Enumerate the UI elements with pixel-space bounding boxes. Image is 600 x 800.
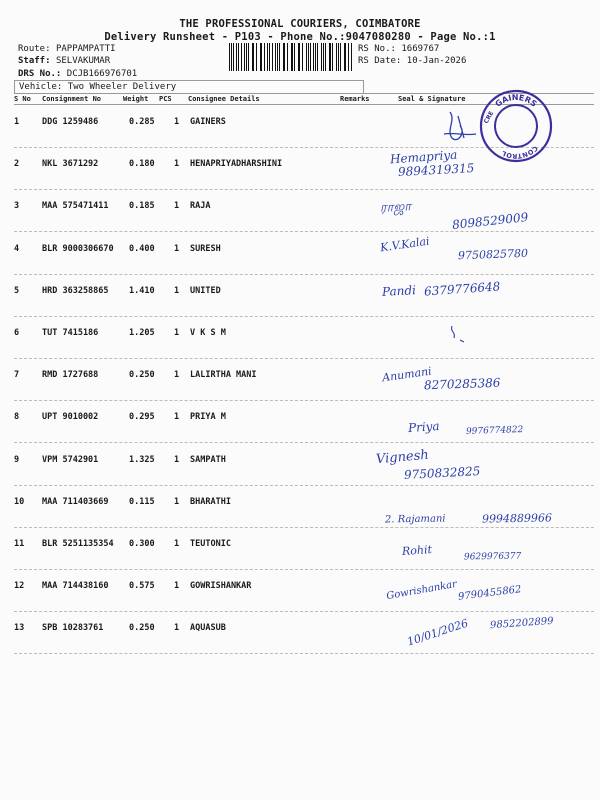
cell-consignee: AQUASUB [190, 623, 226, 634]
barcode-bar [348, 43, 349, 71]
route-value: PAPPAMPATTI [55, 44, 116, 54]
barcode-bar [283, 43, 284, 71]
stamp-bottom-text: CONTROL [500, 144, 540, 161]
col-header-remarks: Remarks [340, 95, 370, 103]
cell-consignment: UPT 9010002 [42, 412, 99, 423]
cell-weight: 0.180 [129, 159, 155, 170]
cell-weight: 0.575 [129, 581, 155, 592]
barcode-bar [294, 43, 295, 71]
sig-13-date: 10/01/2026 [405, 616, 470, 649]
cell-pcs: 1 [174, 201, 180, 212]
signature-row-6 [446, 322, 470, 346]
sig-12-name: Gowrishankar [385, 578, 458, 603]
cell-pcs: 1 [174, 159, 180, 170]
cell-consignment: DDG 1259486 [42, 117, 99, 127]
cell-sno: 9 [14, 454, 20, 465]
sig-12-phone: 9790455862 [457, 584, 523, 603]
cell-consignee: GAINERS [190, 117, 226, 127]
cell-weight: 1.410 [129, 285, 155, 296]
cell-pcs: 1 [174, 328, 180, 338]
runsheet-title: Delivery Runsheet - P103 - Phone No.:9047080280 - Page No.:1 [104, 31, 496, 43]
vehicle-value: Two Wheeler Delivery [67, 82, 177, 92]
sig-13-phone: 9852202899 [489, 615, 554, 632]
cell-weight: 0.250 [129, 623, 155, 634]
rs-date-line [358, 56, 466, 66]
sig-5-phone: 6379776648 [423, 279, 501, 299]
sig-7-phone: 8270285386 [423, 375, 501, 393]
barcode-bar [229, 43, 230, 71]
drs-line [18, 69, 137, 79]
cell-pcs: 1 [174, 117, 180, 127]
rs-no-label: RS No.: [358, 44, 396, 54]
sig-8-name: Priya [407, 418, 441, 436]
cell-consignee: GOWRISHANKAR [190, 581, 252, 592]
rs-no-line [358, 44, 439, 54]
cell-weight: 1.205 [129, 328, 155, 338]
cell-weight: 1.325 [129, 454, 155, 465]
cell-pcs: 1 [174, 285, 180, 296]
col-header-sno: S No [14, 95, 31, 103]
drs-value: DCJB166976701 [66, 69, 138, 79]
vehicle-line [14, 80, 364, 93]
cell-consignee: PRIYA M [190, 412, 226, 423]
staff-line [18, 56, 110, 66]
col-header-consignee: Consignee Details [188, 95, 260, 103]
sig-2-name: Hemapriya [389, 147, 458, 167]
sig-3-name: ராஜா [379, 199, 412, 216]
table-row [14, 611, 594, 654]
signature-row-1 [442, 108, 482, 144]
gainers-stamp [478, 88, 554, 164]
company-title: THE PROFESSIONAL COURIERS, COIMBATORE [179, 18, 421, 30]
cell-pcs: 1 [174, 243, 180, 254]
cell-consignment: RMD 1727688 [42, 370, 99, 381]
cell-consignment: MAA 575471411 [42, 201, 109, 212]
cell-consignment: BLR 9000306670 [42, 243, 114, 254]
rs-date-value: 10-Jan-2026 [406, 56, 467, 66]
table-row [14, 274, 594, 317]
cell-pcs: 1 [174, 539, 180, 549]
cell-consignment: MAA 711403669 [42, 496, 109, 507]
col-header-consignment: Consignment No [42, 95, 102, 103]
cell-sno: 3 [14, 201, 20, 212]
col-header-weight: Weight [123, 95, 149, 103]
cell-consignment: TUT 7415186 [42, 328, 99, 338]
cell-consignee: V K S M [190, 328, 226, 338]
barcode-bar [267, 43, 268, 71]
cell-consignee: BHARATHI [190, 496, 231, 507]
barcode-bar [340, 43, 341, 71]
cell-sno: 12 [14, 581, 25, 592]
cell-sno: 1 [14, 117, 20, 127]
cell-sno: 5 [14, 285, 20, 296]
route-label: Route: [18, 44, 51, 54]
cell-weight: 0.400 [129, 243, 155, 254]
staff-value: SELVAKUMAR [55, 56, 111, 66]
table-row [14, 316, 594, 359]
runsheet-barcode [229, 43, 353, 71]
cell-sno: 11 [14, 539, 25, 549]
table-row [14, 358, 594, 401]
barcode-bar [313, 43, 314, 71]
barcode-bar [241, 43, 242, 71]
sig-10-phone: 9994889966 [481, 511, 553, 526]
cell-pcs: 1 [174, 623, 180, 634]
sig-4-phone: 9750825780 [457, 246, 529, 263]
cell-weight: 0.285 [129, 117, 155, 127]
sig-5-name: Pandi [381, 283, 417, 299]
cell-weight: 0.115 [129, 496, 155, 507]
cell-pcs: 1 [174, 496, 180, 507]
route-line [18, 44, 116, 54]
barcode-bar [332, 43, 333, 71]
col-header-pcs: PCS [159, 95, 172, 103]
rs-date-label: RS Date: [358, 56, 402, 66]
col-header-seal: Seal & Signature [398, 95, 466, 103]
cell-consignment: HRD 363258865 [42, 285, 109, 296]
cell-consignment: NKL 3671292 [42, 159, 99, 170]
drs-label: DRS No.: [18, 69, 62, 79]
stamp-top-text: GAINERS [493, 92, 539, 109]
barcode-bar [302, 43, 303, 71]
table-row [14, 400, 594, 443]
cell-weight: 0.295 [129, 412, 155, 423]
barcode-bar [236, 43, 237, 71]
table-row [14, 443, 594, 486]
cell-sno: 6 [14, 328, 20, 338]
cell-pcs: 1 [174, 454, 180, 465]
barcode-bar [264, 43, 265, 71]
cell-consignment: MAA 714438160 [42, 581, 109, 592]
sig-11-name: Rohit [401, 542, 433, 559]
cell-weight: 0.250 [129, 370, 155, 381]
barcode-bar [325, 43, 326, 71]
cell-consignee: RAJA [190, 201, 211, 212]
sig-4-name: K.V.Kalai [379, 234, 431, 255]
barcode-bar [253, 43, 254, 71]
cell-pcs: 1 [174, 370, 180, 381]
cell-sno: 10 [14, 496, 25, 507]
cell-consignee: HENAPRIYADHARSHINI [190, 159, 283, 170]
sig-7-name: Anumani [381, 364, 433, 385]
cell-consignee: SAMPATH [190, 454, 226, 465]
barcode-bar [306, 43, 307, 71]
sig-3-phone: 8098529009 [451, 210, 529, 232]
barcode-bar [244, 43, 245, 71]
cell-consignee: LALIRTHA MANI [190, 370, 257, 381]
cell-sno: 4 [14, 243, 20, 254]
sig-9-phone: 9750832825 [403, 464, 481, 482]
cell-weight: 0.300 [129, 539, 155, 549]
cell-sno: 13 [14, 623, 25, 634]
cell-pcs: 1 [174, 581, 180, 592]
cell-consignee: UNITED [190, 285, 221, 296]
barcode-bar [279, 43, 280, 71]
cell-consignment: SPB 10283761 [42, 623, 104, 634]
sig-11-phone: 9629976377 [463, 551, 522, 563]
cell-sno: 2 [14, 159, 20, 170]
sig-2-phone: 9894319315 [397, 161, 475, 179]
stamp-side-text: CRE [482, 110, 496, 125]
rs-no-value: 1669767 [401, 44, 440, 54]
cell-consignment: VPM 5742901 [42, 454, 99, 465]
barcode-bar [275, 43, 276, 71]
sig-10-name: 2. Rajamani [384, 513, 446, 526]
cell-sno: 8 [14, 412, 20, 423]
cell-sno: 7 [14, 370, 20, 381]
sig-9-name: Vignesh [375, 447, 430, 468]
barcode-bar [321, 43, 322, 71]
cell-pcs: 1 [174, 412, 180, 423]
sig-8-phone: 9976774822 [465, 425, 524, 437]
barcode-bar [336, 43, 337, 71]
cell-consignee: SURESH [190, 243, 221, 254]
barcode-bar [256, 43, 257, 71]
barcode-bar [287, 43, 288, 71]
staff-label: Staff: [18, 56, 51, 66]
cell-consignment: BLR 5251135354 [42, 539, 114, 549]
table-row [14, 527, 594, 570]
cell-consignee: TEUTONIC [190, 539, 231, 549]
cell-weight: 0.185 [129, 201, 155, 212]
vehicle-label: Vehicle: [19, 82, 63, 92]
